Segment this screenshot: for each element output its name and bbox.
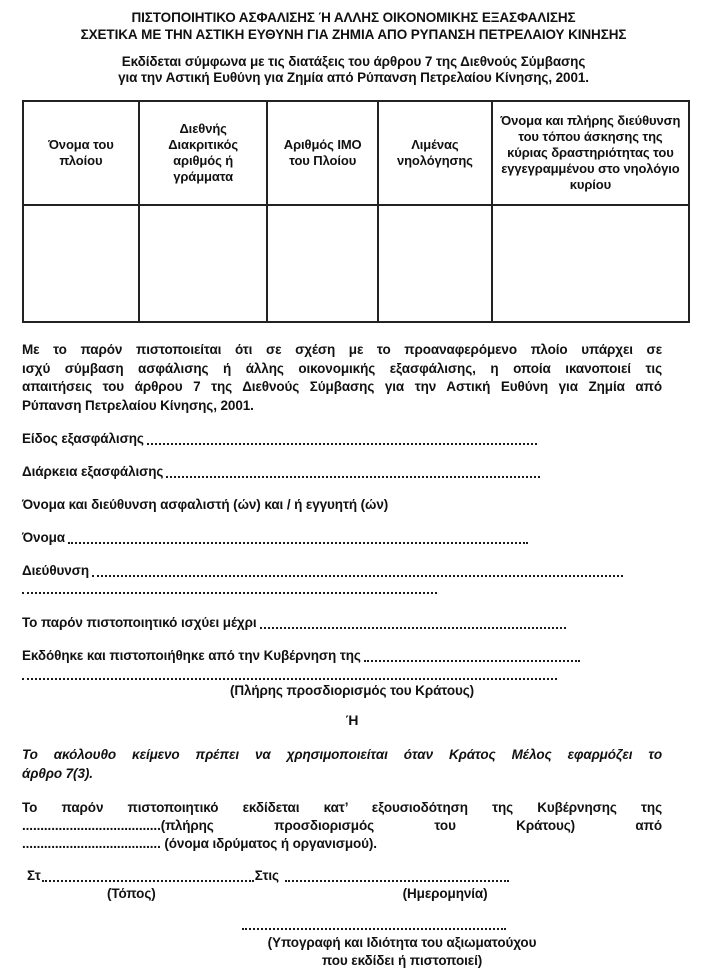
col-header-owner-address: Όνομα και πλήρης διεύθυνση του τόπου άσκησης της κύριας δραστηριότητας του εγγεγραμμένου στο νηολόγιο κυρίου <box>492 101 689 205</box>
cell-port-of-registry <box>378 205 492 322</box>
security-duration-label: Διάρκεια εξασφάλισης <box>22 464 164 479</box>
insurer-guarantor-heading: Όνομα και διεύθυνση ασφαλιστή (ών) και / ή εγγυητή (ών) <box>22 497 389 512</box>
authorization-line-1: Το παρόν πιστοποιητικό εκδίδεται κατ’ εξουσιοδότηση της Κυβέρνησης της <box>22 800 662 815</box>
certification-line-2: ισχύ σύμβαση ασφάλισης ή άλλης οικονομικής εξασφάλισης, η οποία ικανοποιεί τις <box>22 360 662 376</box>
signature-block <box>222 920 582 970</box>
place-prefix: Στ <box>27 868 41 883</box>
place-date-captions <box>22 885 685 903</box>
field-valid-until <box>22 613 566 632</box>
security-type-label: Είδος εξασφάλισης <box>22 431 144 446</box>
place-dotted-fill-line <box>42 880 254 882</box>
col-header-distinctive-number: Διεθνής Διακριτικός αριθμός ή γράμματα <box>139 101 268 205</box>
cell-ship-name <box>23 205 139 322</box>
certification-line-1: Με το παρόν πιστοποιείται ότι σε σχέση με το προαναφερόμενο πλοίο υπάρχει σε <box>22 342 662 357</box>
signature-caption-line-1: (Υπογραφή και Ιδιότητα του αξιωματούχου <box>267 935 537 950</box>
document-title <box>22 9 685 43</box>
dotted-fill-line <box>92 575 623 577</box>
authorization-paragraph <box>22 799 662 853</box>
ship-details-table <box>22 100 690 323</box>
address-label: Διεύθυνση <box>22 563 89 578</box>
dotted-fill-line <box>364 660 580 662</box>
dotted-fill-line <box>166 476 540 478</box>
authorization-line-2: ......................................(πλήρης προσδιορισμός του Κράτους) από <box>22 818 662 833</box>
field-name <box>22 528 528 547</box>
certification-line-3: απαιτήσεις του άρθρου 7 της Διεθνούς Σύμβασης για την Αστική Ευθύνη για Ζημία από <box>22 379 662 394</box>
table-header-row <box>23 101 689 205</box>
subtitle-line-1: Εκδίδεται σύμφωνα με τις διατάξεις του άρθρου 7 της Διεθνούς Σύμβασης <box>121 54 586 69</box>
subtitle-line-2: για την Αστική Ευθύνη για Ζημία από Ρύπανση Πετρελαίου Κίνησης, 2001. <box>118 70 589 85</box>
certification-line-4: Ρύπανση Πετρελαίου Κίνησης, 2001. <box>22 397 254 413</box>
or-divider: Ή <box>345 712 359 728</box>
place-caption: (Τόπος) <box>107 886 156 901</box>
cell-imo-number <box>267 205 378 322</box>
name-label: Όνομα <box>22 530 65 545</box>
col-header-ship-name: Όνομα του πλοίου <box>23 101 139 205</box>
note-line-2: άρθρο 7(3). <box>22 766 93 781</box>
title-line-1: ΠΙΣΤΟΠΟΙΗΤΙΚΟ ΑΣΦΑΛΙΣΗΣ Ή ΑΛΛΗΣ ΟΙΚΟΝΟΜΙΚΗΣ ΕΞΑΣΦΑΛΙΣΗΣ <box>131 10 576 25</box>
title-line-2: ΣΧΕΤΙΚΑ ΜΕ ΤΗΝ ΑΣΤΙΚΗ ΕΥΘΥΝΗ ΓΙΑ ΖΗΜΙΑ ΑΠΟ ΡΥΠΑΝΣΗ ΠΕΤΡΕΛΑΙΟΥ ΚΙΝΗΣΗΣ <box>80 27 627 42</box>
col-header-imo-number: Αριθμός ΙΜΟ του Πλοίου <box>267 101 378 205</box>
field-address <box>22 561 623 580</box>
field-security-type <box>22 429 537 448</box>
note-line-1: Το ακόλουθο κείμενο πρέπει να χρησιμοποιείται όταν Κράτος Μέλος εφαρμόζει το <box>22 747 662 762</box>
authorization-line-3: ...................................... (όνομα ιδρύματος ή οργανισμού). <box>22 836 377 851</box>
issued-by-continuation-dotted-line <box>22 678 557 680</box>
field-security-duration <box>22 462 540 481</box>
state-designation-caption: (Πλήρης προσδιορισμός του Κράτους) <box>229 683 475 698</box>
cell-distinctive-number <box>139 205 268 322</box>
dotted-fill-line <box>147 443 537 445</box>
dotted-fill-line <box>68 542 528 544</box>
dotted-fill-line <box>260 627 566 629</box>
address-continuation-dotted-line <box>22 592 437 594</box>
valid-until-label: Το παρόν πιστοποιητικό ισχύει μέχρι <box>22 615 257 630</box>
place-date-line <box>27 866 509 885</box>
signature-caption-line-2: που εκδίδει ή πιστοποιεί) <box>321 953 483 968</box>
document-subtitle <box>22 54 685 86</box>
date-caption: (Ημερομηνία) <box>402 886 488 901</box>
table-row <box>23 205 689 322</box>
cell-owner-address <box>492 205 689 322</box>
col-header-port-of-registry: Λιμένας νηολόγησης <box>378 101 492 205</box>
date-prefix: Στις <box>254 868 279 883</box>
issued-by-label: Εκδόθηκε και πιστοποιήθηκε από την Κυβέρνηση της <box>22 648 361 663</box>
date-dotted-fill-line <box>285 880 509 882</box>
field-issued-by-government <box>22 646 580 665</box>
signature-dotted-line <box>242 920 506 930</box>
certification-paragraph <box>22 341 662 415</box>
member-state-note <box>22 745 662 783</box>
